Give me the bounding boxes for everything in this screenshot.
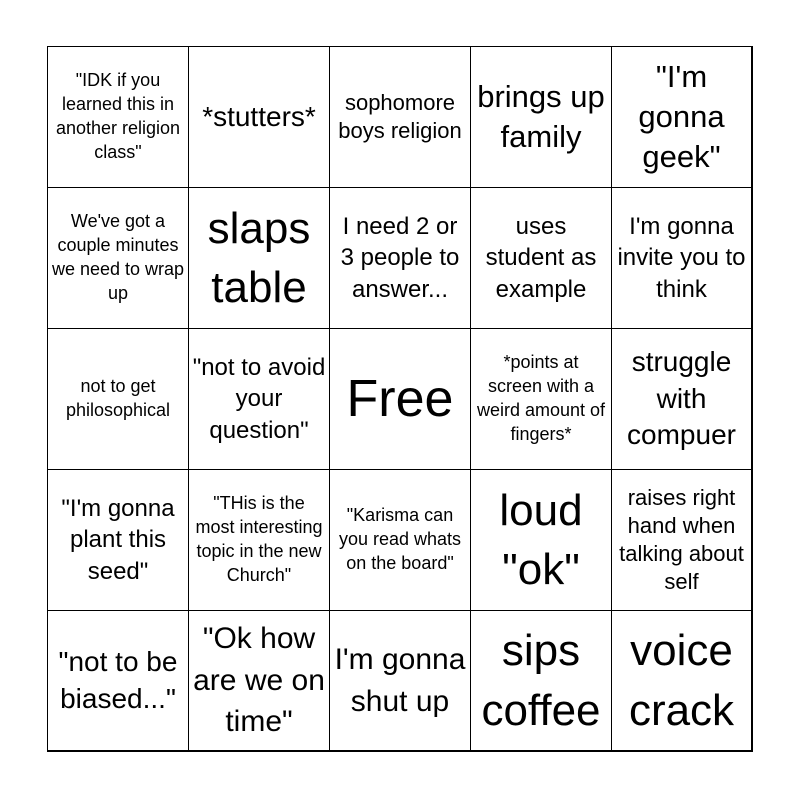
bingo-cell[interactable] [471, 611, 612, 751]
cell-text: Free [346, 369, 454, 428]
bingo-cell[interactable] [189, 329, 330, 470]
bingo-cell[interactable] [330, 611, 471, 751]
bingo-cell[interactable] [612, 470, 752, 611]
cell-text: "I'm gonna geek" [638, 58, 725, 175]
bingo-cell[interactable] [189, 188, 330, 329]
bingo-cell[interactable] [330, 188, 471, 329]
bingo-cell[interactable] [48, 611, 189, 751]
cell-text: loud "ok" [499, 485, 583, 594]
cell-text: "not to be biased..." [58, 646, 178, 714]
bingo-cell[interactable] [48, 47, 189, 188]
cell-text: "not to avoid your question" [192, 354, 326, 444]
cell-text: *points at screen with a weird amount of fingers* [476, 352, 606, 444]
cell-text: sophomore boys religion [338, 89, 462, 143]
cell-text: *stutters* [202, 100, 316, 132]
bingo-cell[interactable] [471, 329, 612, 470]
cell-text: We've got a couple minutes we need to wrap up [51, 211, 185, 303]
bingo-cell[interactable] [612, 611, 752, 751]
bingo-board [47, 46, 753, 752]
cell-text: "IDK if you learned this in another religion class" [55, 70, 181, 162]
bingo-cell[interactable] [48, 470, 189, 611]
cell-text: "THis is the most interesting topic in the new Church" [195, 493, 323, 585]
free-space[interactable] [330, 329, 471, 470]
bingo-cell[interactable] [471, 470, 612, 611]
cell-text: brings up family [477, 78, 605, 154]
cell-text: "I'm gonna plant this seed" [61, 495, 175, 585]
bingo-cell[interactable] [612, 188, 752, 329]
cell-text: sips coffee [481, 626, 601, 735]
bingo-cell[interactable] [189, 47, 330, 188]
cell-text: slaps table [207, 203, 311, 312]
cell-text: "Karisma can you read whats on the board" [338, 505, 462, 573]
cell-text: raises right hand when talking about self [619, 484, 744, 595]
cell-text: I'm gonna shut up [334, 643, 466, 718]
bingo-cell[interactable] [330, 470, 471, 611]
bingo-cell[interactable] [48, 188, 189, 329]
bingo-cell[interactable] [189, 611, 330, 751]
cell-text: I'm gonna invite you to think [617, 213, 746, 303]
cell-text: I need 2 or 3 people to answer... [340, 213, 460, 303]
bingo-cell[interactable] [330, 47, 471, 188]
bingo-cell[interactable] [612, 329, 752, 470]
bingo-cell[interactable] [189, 470, 330, 611]
bingo-cell[interactable] [471, 47, 612, 188]
bingo-cell[interactable] [612, 47, 752, 188]
cell-text: struggle with compuer [627, 346, 736, 451]
cell-text: uses student as example [485, 213, 597, 303]
cell-text: voice crack [628, 626, 735, 735]
bingo-cell[interactable] [48, 329, 189, 470]
cell-text: not to get philosophical [65, 376, 171, 420]
cell-text: "Ok how are we on time" [193, 622, 325, 739]
bingo-cell[interactable] [471, 188, 612, 329]
